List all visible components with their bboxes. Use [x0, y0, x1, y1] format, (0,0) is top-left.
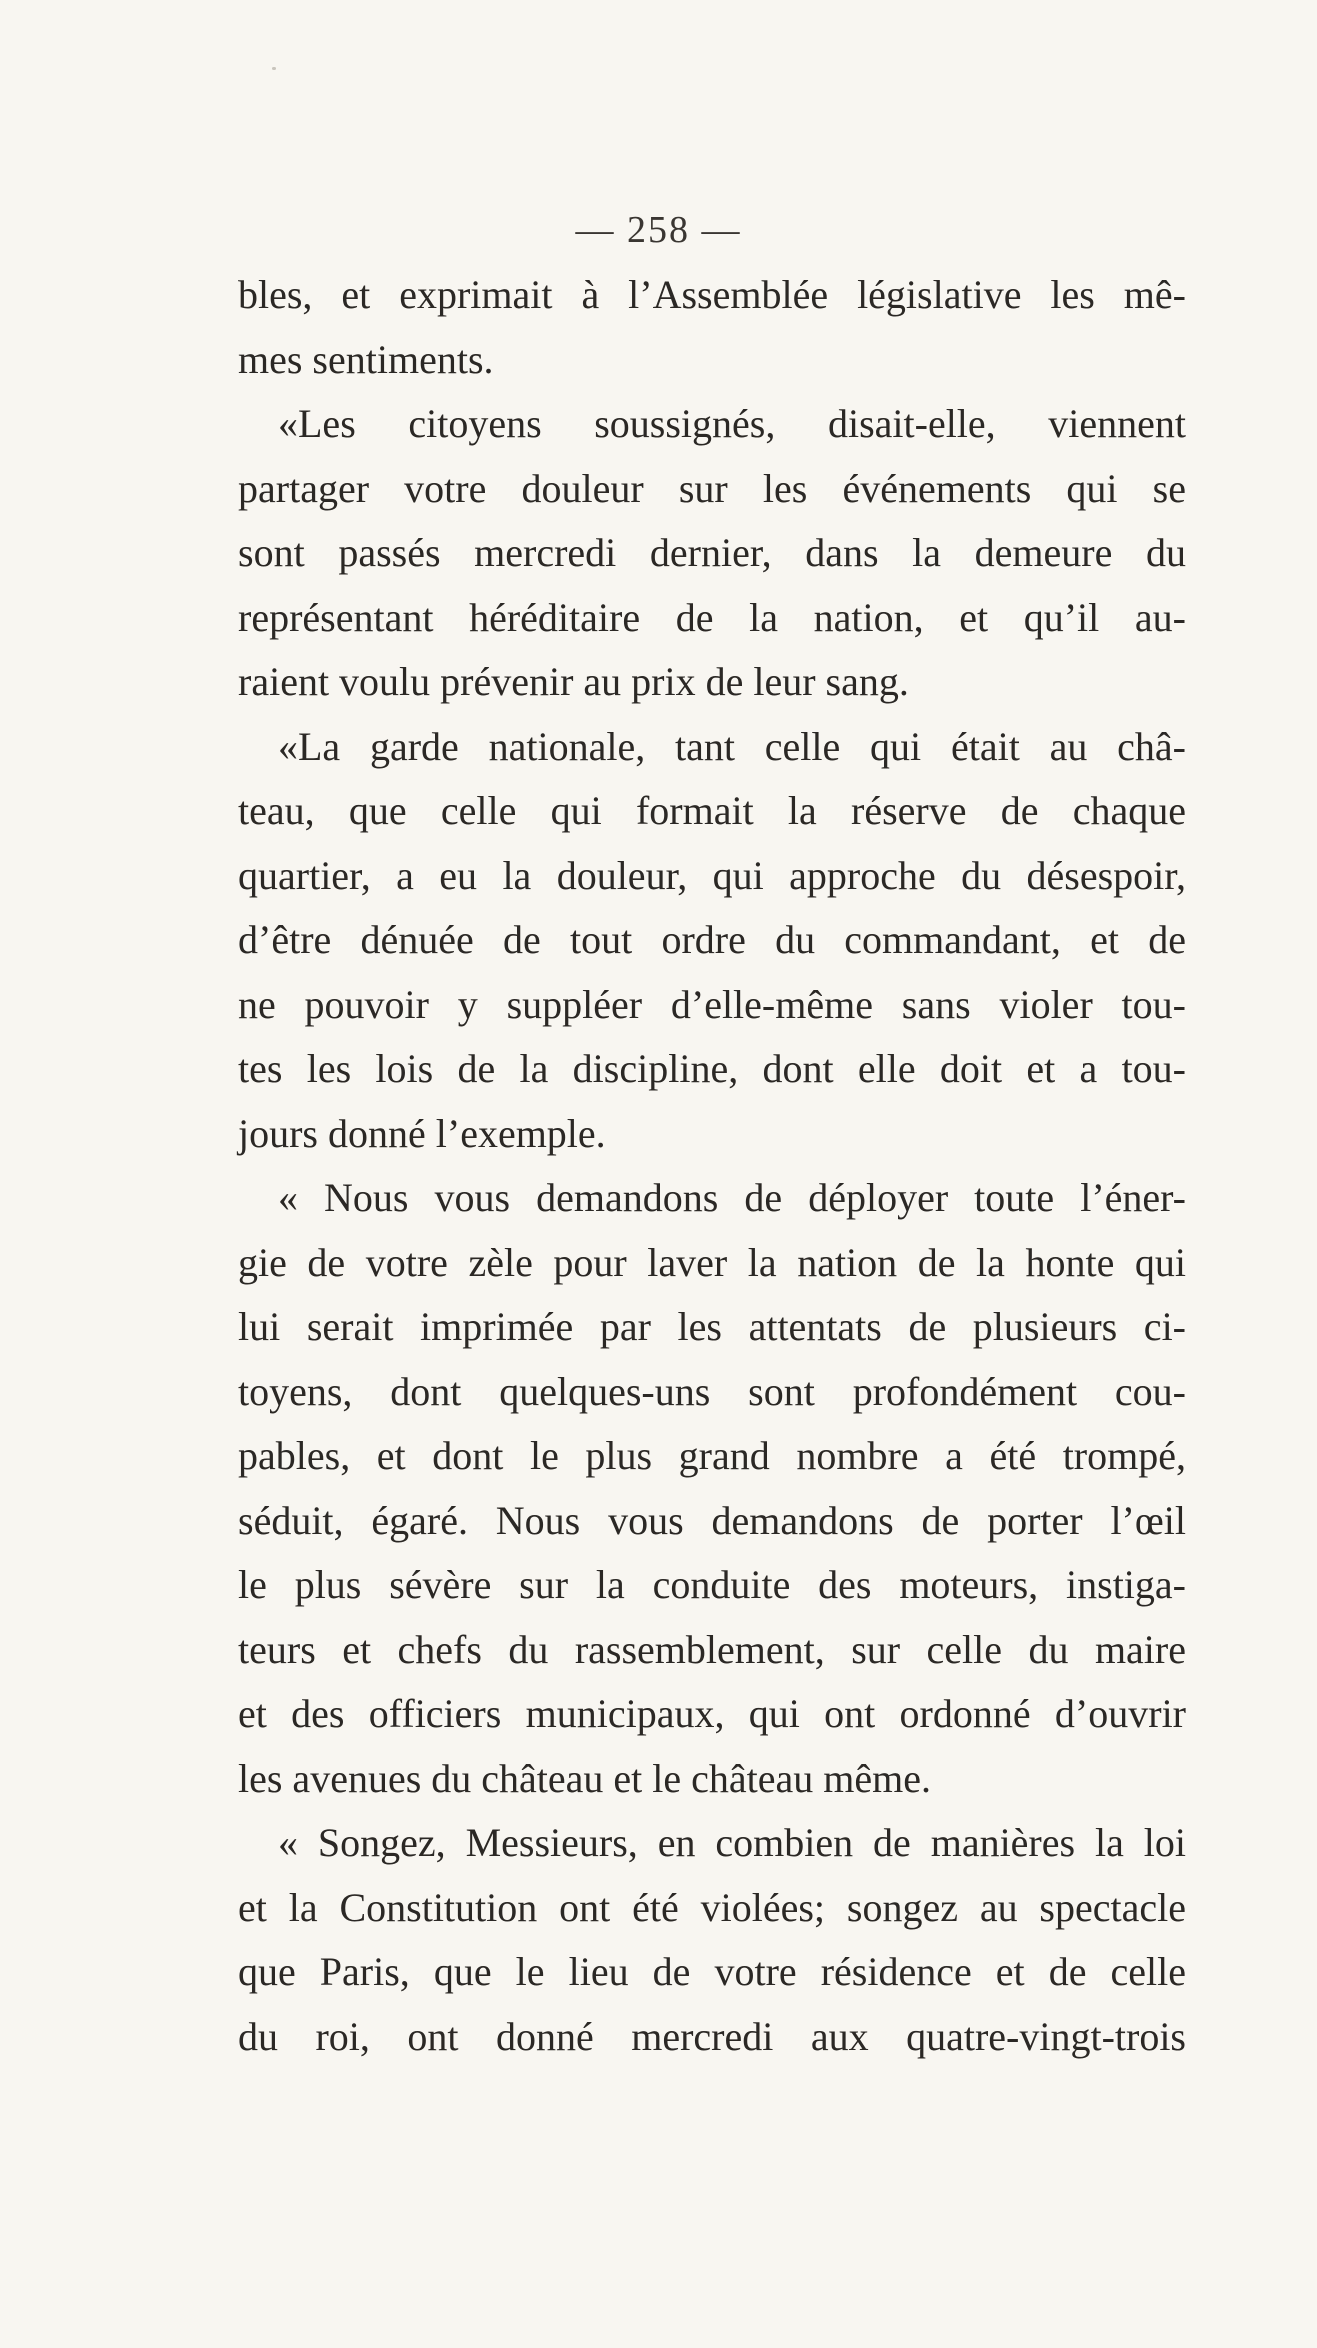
text-line: bles, et exprimait à l’Assemblée législative les mê- — [238, 272, 1186, 317]
text-line: jours donné l’exemple. — [238, 1110, 606, 1156]
paper-speck — [272, 67, 276, 70]
text-line: tes les lois de la discipline, dont elle doit et a tou- — [238, 1046, 1186, 1091]
text-line: quartier, a eu la douleur, qui approche du désespoir, — [238, 852, 1186, 898]
body-text — [238, 263, 1186, 2069]
text-line: pables, et dont le plus grand nombre a été trompé, — [238, 1433, 1186, 1478]
text-line: ne pouvoir y suppléer d’elle-même sans violer tou- — [238, 981, 1186, 1027]
text-line: teurs et chefs du rassemblement, sur celle du maire — [238, 1626, 1186, 1672]
text-line: teau, que celle qui formait la réserve de chaque — [238, 788, 1186, 833]
text-line: « Nous vous demandons de déployer toute l’éner- — [278, 1175, 1186, 1220]
text-line: gie de votre zèle pour laver la nation de la honte qui — [238, 1239, 1186, 1285]
text-line: les avenues du château et le château même. — [238, 1755, 931, 1801]
text-line: «La garde nationale, tant celle qui était au châ- — [278, 723, 1186, 769]
text-line: «Les citoyens soussignés, disait-elle, viennent — [278, 401, 1186, 446]
text-line: que Paris, que le lieu de votre résidence et de celle — [238, 1949, 1186, 1994]
page-number: — 258 — — [575, 209, 742, 251]
text-line: séduit, égaré. Nous vous demandons de porter l’œil — [238, 1497, 1186, 1543]
text-line: et des officiers municipaux, qui ont ordonné d’ouvrir — [238, 1691, 1186, 1736]
text-line: sont passés mercredi dernier, dans la demeure du — [238, 530, 1186, 575]
text-line: partager votre douleur sur les événements qui se — [238, 465, 1186, 511]
text-line: toyens, dont quelques-uns sont profondément cou- — [238, 1368, 1186, 1414]
text-line: mes sentiments. — [238, 336, 494, 382]
text-line: et la Constitution ont été violées; songez au spectacle — [238, 1884, 1186, 1930]
text-line: raient voulu prévenir au prix de leur sang. — [238, 659, 909, 704]
text-line: le plus sévère sur la conduite des moteurs, instiga- — [238, 1562, 1186, 1607]
text-line: « Songez, Messieurs, en combien de manières la loi — [278, 1820, 1186, 1865]
text-line: lui serait imprimée par les attentats de plusieurs ci- — [238, 1304, 1186, 1349]
text-line: d’être dénuée de tout ordre du commandant, et de — [238, 917, 1186, 962]
text-line: représentant héréditaire de la nation, et qu’il au- — [238, 594, 1186, 640]
text-line: du roi, ont donné mercredi aux quatre-vingt-trois — [238, 2013, 1186, 2059]
